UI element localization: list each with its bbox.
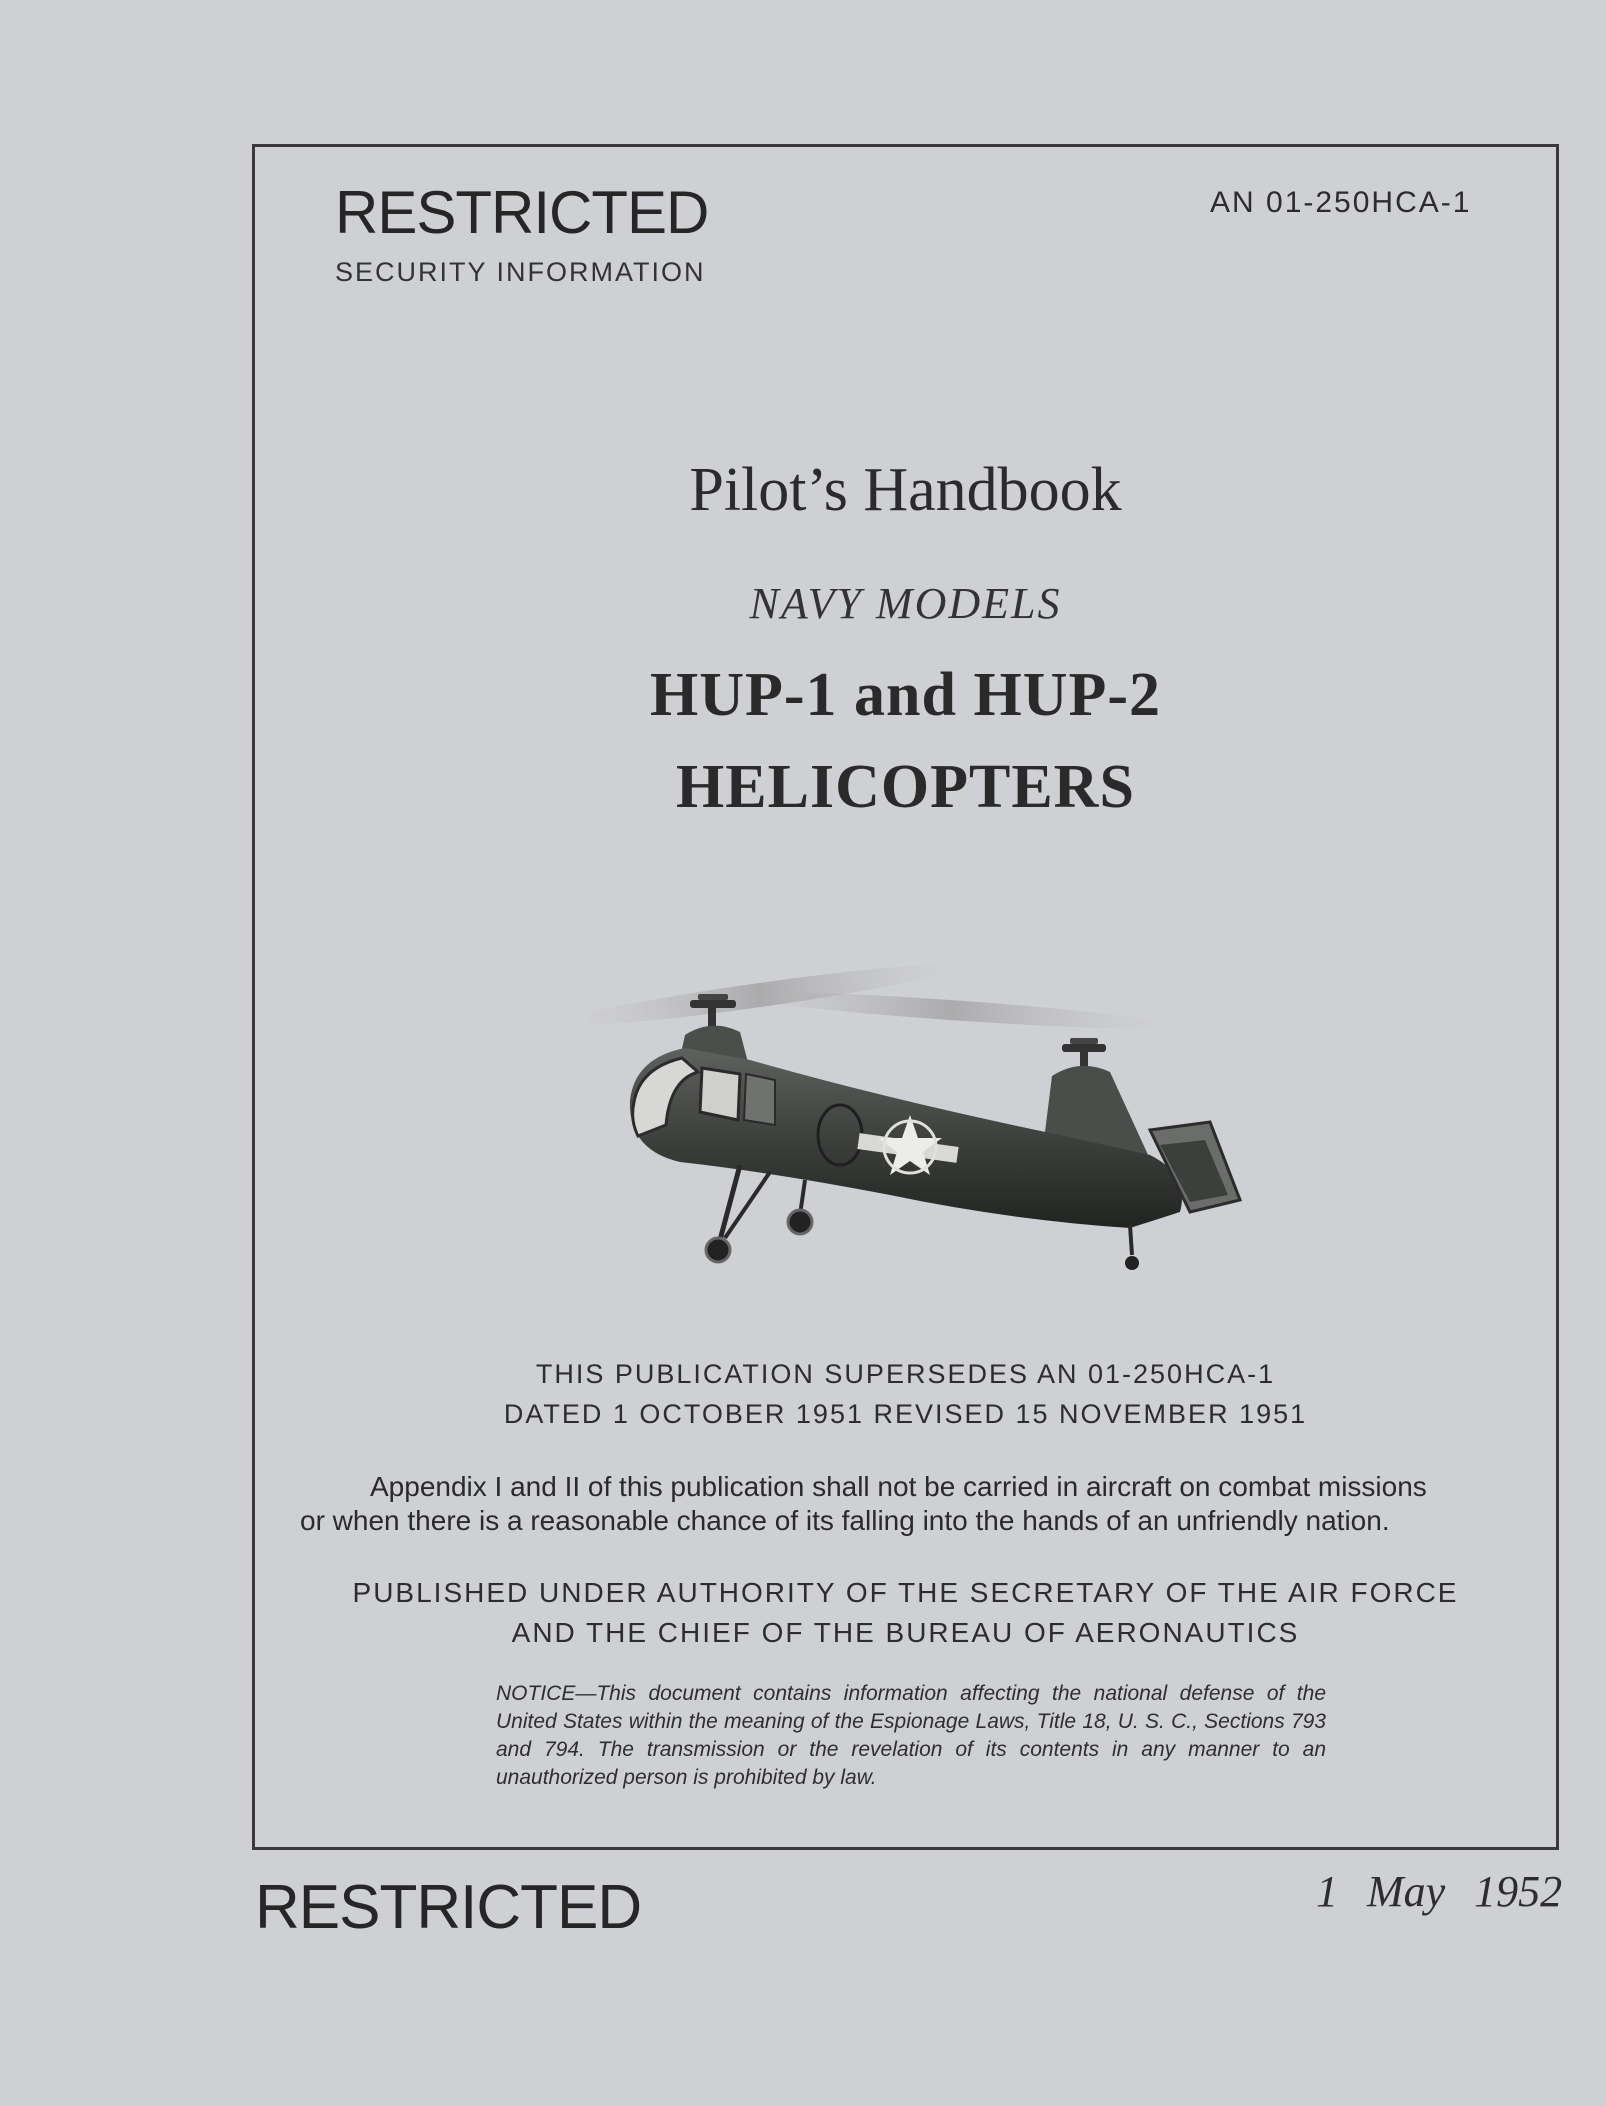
appendix-warning [300,1470,1530,1538]
aircraft-models: HUP-1 and HUP-2 [650,661,1161,729]
published-line-1: PUBLISHED UNDER AUTHORITY OF THE SECRETARY OF THE AIR FORCE [352,1577,1459,1608]
appendix-line-1: Appendix I and II of this publication shall not be carried in aircraft on combat missions [370,1471,1427,1502]
helicopter-photo [590,950,1290,1305]
appendix-line-2: or when there is a reasonable chance of its falling into the hands of an unfriendly nation. [300,1505,1390,1536]
published-line-2: AND THE CHIEF OF THE BUREAU OF AERONAUTICS [511,1617,1300,1648]
page-title: Pilot’s Handbook [689,456,1122,524]
classification-header: RESTRICTED [335,179,709,246]
aircraft-type: HELICOPTERS [676,753,1135,821]
security-information-label: SECURITY INFORMATION [335,257,706,287]
publication-date: 1 May 1952 [1316,1867,1563,1916]
supersedes-line-2: DATED 1 OCTOBER 1951 REVISED 15 NOVEMBER 1951 [503,1399,1308,1429]
espionage-notice: NOTICE—This document contains information affecting the national defense of the United States within the meaning of the Espionage Laws, Title 18, U. S. C., Sections 793 and 794. The transmission or the revelation of its contents in any manner to an unauthorized person is prohibited by law. [496,1682,1326,1789]
document-number: AN 01-250HCA-1 [1210,186,1472,219]
navy-models-subtitle: NAVY MODELS [749,579,1062,628]
supersedes-notice [252,1354,1559,1434]
supersedes-line-1: THIS PUBLICATION SUPERSEDES AN 01-250HCA-1 [535,1359,1276,1389]
publishing-authority [252,1573,1559,1653]
classification-footer: RESTRICTED [255,1873,642,1942]
